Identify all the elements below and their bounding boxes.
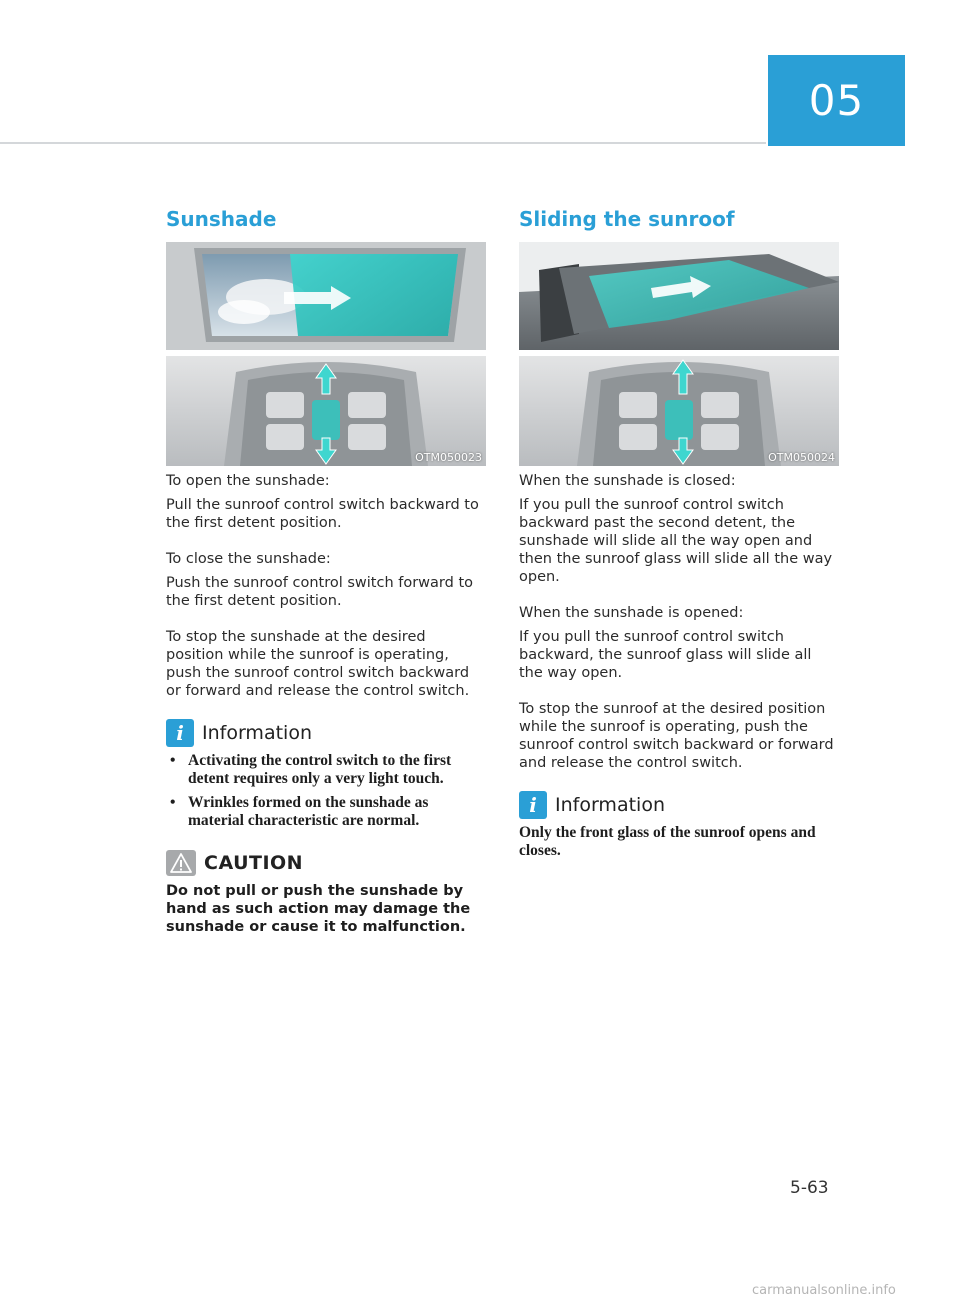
information-text: Only the front glass of the sunroof opens and closes. [519,824,816,859]
paragraph: Pull the sunroof control switch backward to the first detent position. [166,497,479,531]
information-box [166,718,486,830]
information-title: Information [202,722,312,744]
right-column [519,206,839,860]
sunshade-figure [166,242,486,466]
caution-text: Do not pull or push the sunshade by hand as such action may damage the sunshade or cause it to malfunction. [166,883,471,935]
warning-triangle-icon [166,850,196,876]
page-number: 5-63 [790,1178,829,1198]
info-icon: i [166,719,194,747]
paragraph: When the sunshade is opened: [519,605,744,621]
sunshade-illustration [166,242,486,466]
paragraph: To stop the sunroof at the desired position while the sunroof is operating, push the sunroof control switch backward or forward and release the control switch. [519,701,834,771]
information-title: Information [555,794,665,816]
paragraph: Push the sunroof control switch forward to the first detent position. [166,575,473,609]
list-item: • Wrinkles formed on the sunshade as material characteristic are normal. [166,794,486,830]
paragraph: To close the sunshade: [166,551,331,567]
left-column [166,206,486,936]
header-rule [0,142,766,144]
sliding-sunroof-illustration [519,242,839,466]
paragraph: To stop the sunshade at the desired position while the sunroof is operating, push the sunroof control switch backward or forward and release the control switch. [166,629,470,699]
list-item: • Activating the control switch to the first detent requires only a very light touch. [166,752,486,788]
paragraph: If you pull the sunroof control switch backward, the sunroof glass will slide all the way open. [519,629,812,681]
caution-box [166,848,486,936]
sunshade-heading: Sunshade [166,207,277,231]
sliding-sunroof-heading: Sliding the sunroof [519,207,735,231]
watermark: carmanualsonline.info [752,1283,896,1298]
information-list [166,752,486,830]
information-box [519,790,839,860]
paragraph: When the sunshade is closed: [519,473,736,489]
chapter-tab: 05 [768,55,905,146]
sliding-sunroof-figure [519,242,839,466]
paragraph: If you pull the sunroof control switch backward past the second detent, the sunshade will slide all the way open and then the sunroof glass will slide all the way open. [519,497,833,585]
caution-title: CAUTION [204,852,304,874]
info-icon: i [519,791,547,819]
paragraph: To open the sunshade: [166,473,330,489]
figure-code: OTM050024 [768,451,835,464]
figure-code: OTM050023 [415,451,482,464]
